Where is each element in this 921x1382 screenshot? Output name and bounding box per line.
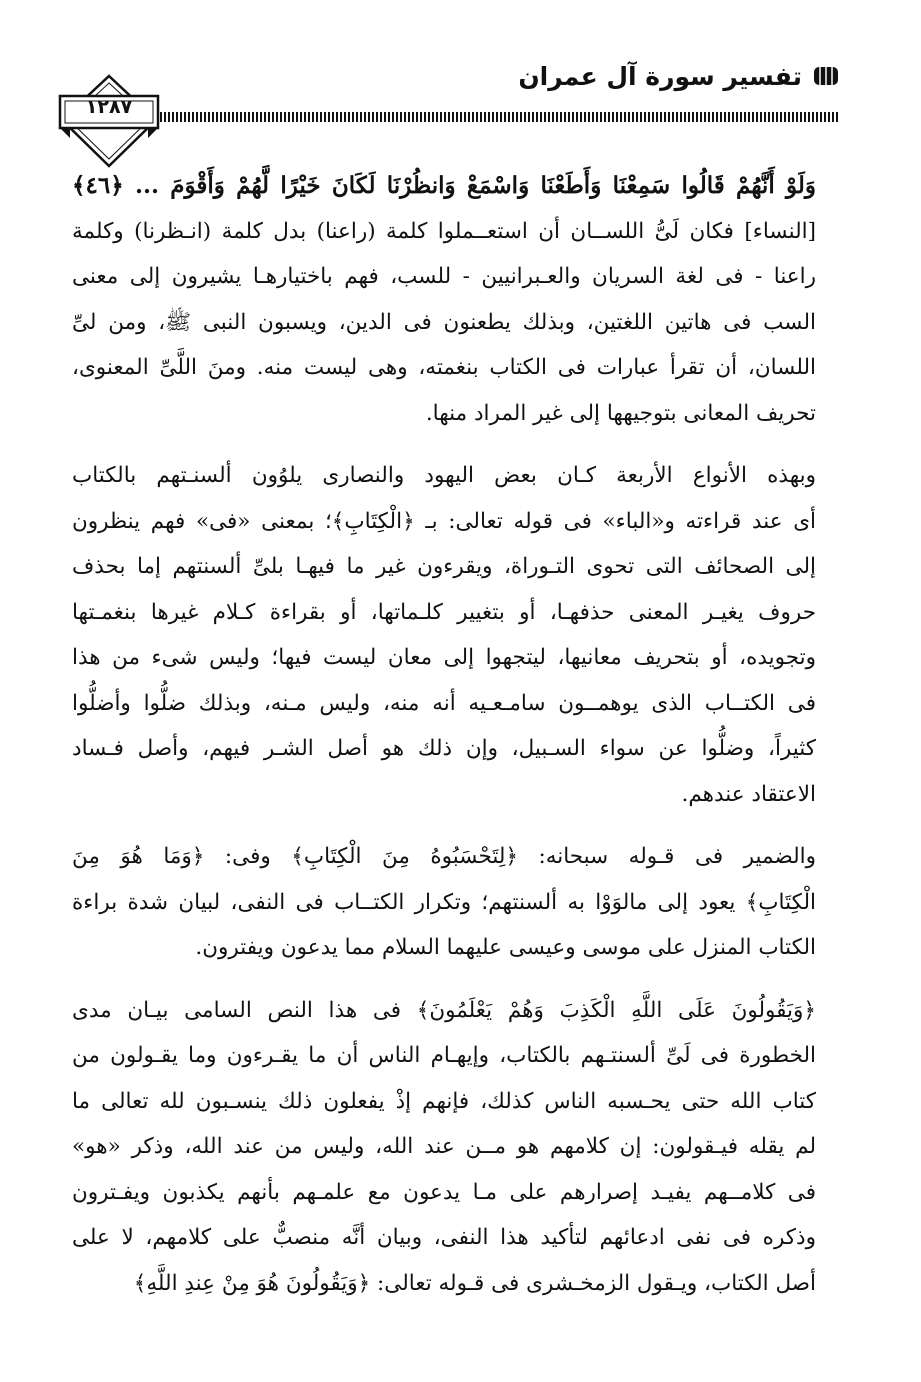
text-line: وتجويده، أو بتحريف معانيها، ليتجهوا إلى معان ليست فيها؛ وليس شىء من هذا bbox=[72, 645, 816, 670]
paragraph-gap bbox=[72, 436, 816, 453]
text-line: وبهذه الأنواع الأربعة كـان بعض اليهود والنصارى يلوُون ألسنـتهم بالكتاب bbox=[72, 463, 816, 488]
text-line: إلى الصحائف التى تحوى التـوراة، ويقرءون غير ما فيهـا بلىِّ ألسنتهم إما بحذف bbox=[72, 554, 816, 579]
text-line: الْكِتَابِ﴾ يعود إلى مالوَوْا به ألسنتهم؛ وتكرار الكتــاب فى النفى، لبيان شدة براءة bbox=[72, 889, 816, 915]
text-line: كتاب الله حتى يحـسبه الناس كذلك، فإنهم إذْ يفعلون ذلك ينسـبون لله تعالى ما bbox=[72, 1088, 816, 1114]
text-line: [النساء] فكان لَىُّ اللســان أن استعــملوا كلمة (راعنا) بدل كلمة (انـظرنا) وكلمة bbox=[72, 218, 816, 244]
text-line: اللسان، أن تقرأ عبارات فى الكتاب بنغمته، وهى ليست منه. ومنَ اللَّىِّ المعنوى، bbox=[72, 355, 816, 380]
text-line: الخطورة فى لَىِّ ألسنتـهم بالكتاب، وإيهـام الناس أن ما يقـرءون وما يقـولون من bbox=[72, 1043, 816, 1068]
text-line: السب فى هاتين اللغتين، وبذلك يطعنون فى الدين، ويسبون النبى ﷺ، ومن لىِّ bbox=[72, 309, 816, 335]
text-line: لم يقله فيـقولون: إن كلامهم هو مــن عند الله، وليس من عند الله، وذكر «هو» bbox=[72, 1134, 816, 1159]
text-line: وَلَوْ أَنَّهُمْ قَالُوا سَمِعْنَا وَأَطَعْنَا وَاسْمَعْ وَانظُرْنَا لَكَانَ خَيْرًا لَّهُمْ وَأَقْوَمَ ... ﴿٤٦﴾ bbox=[72, 172, 816, 199]
text-line: ﴿وَيَقُولُونَ عَلَى اللَّهِ الْكَذِبَ وَهُمْ يَعْلَمُونَ﴾ فى هذا النص السامى بيـان مدى bbox=[72, 997, 816, 1023]
paragraph-gap bbox=[72, 817, 816, 834]
text-line: أصل الكتاب، ويـقول الزمخـشرى فى قـوله تعالى: ﴿وَيَقُولُونَ هُوَ مِنْ عِندِ اللَّهِ﴾ bbox=[133, 1270, 816, 1296]
header-ornament-icon bbox=[812, 64, 840, 88]
text-line: فى كلامــهم يفيـد إصرارهم على مـا يدعون مع علمـهم بأنهم يكذبون ويفـترون bbox=[72, 1179, 816, 1205]
text-line: والضمير فى قـوله سبحانه: ﴿لِتَحْسَبُوهُ مِنَ الْكِتَابِ﴾ وفى: ﴿وَمَا هُوَ مِنَ bbox=[72, 844, 816, 869]
text-line: أى عند قراءته و«الباء» فى قوله تعالى: بـ ﴿الْكِتَابِ﴾؛ بمعنى «فى» فهم ينظرون bbox=[72, 508, 816, 534]
text-line: الاعتقاد عندهم. bbox=[681, 781, 816, 807]
body-text bbox=[72, 163, 816, 1306]
text-line: حروف يغيـر المعنى حذفهـا، أو بتغيير كلـماتها، أو بقراءة كـلام غيرها بنغمـتها bbox=[72, 599, 816, 625]
text-line: وذكره فى نفى ادعائهم لتأكيد هذا النفى، وبيان أنَّه منصبٌّ على كلامهم، لا على bbox=[72, 1225, 816, 1250]
text-line: راعنا - فى لغة السريان والعـبرانيين - للسب، فهم باختيارهـا يشيرون إلى معنى bbox=[72, 264, 816, 289]
text-line: الكتاب المنزل على موسى وعيسى عليهما السلام مما يدعون ويفترون. bbox=[195, 935, 816, 960]
text-line: تحريف المعانى بتوجيهها إلى غير المراد منها. bbox=[425, 400, 816, 426]
text-line: كثيراً، وضلُّوا عن سواء السـبيل، وإن ذلك هو أصل الشـر فيهم، وأصل فـساد bbox=[72, 736, 816, 761]
page-number: ١٢٨٧ bbox=[85, 96, 133, 118]
paragraph-gap bbox=[72, 971, 816, 988]
text-line: فى الكتــاب الذى يوهمــون سامـعـيه أنه منه، وليس مـنه، وبذلك ضلُّوا وأضلُّوا bbox=[72, 690, 816, 716]
header-title: تفسير سورة آل عمران bbox=[518, 62, 802, 91]
header-rule bbox=[132, 112, 840, 122]
page-number-badge-icon bbox=[56, 72, 162, 172]
